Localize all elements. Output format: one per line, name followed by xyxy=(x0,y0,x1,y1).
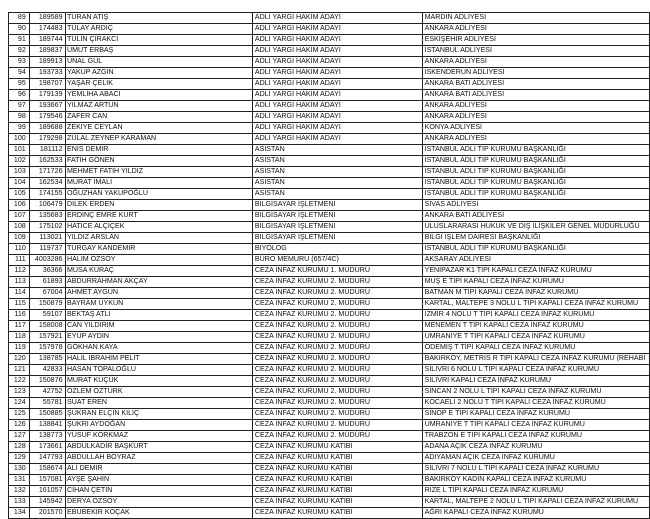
person-name-cell: MURAT İMALI xyxy=(65,178,253,189)
person-name-cell: HALİL İBRAHİM PELİT xyxy=(65,354,253,365)
position-title-cell: ADLİ YARGI HAKİM ADAYI xyxy=(253,101,423,112)
assigned-unit-cell: ADANA AÇIK CEZA İNFAZ KURUMU xyxy=(423,442,650,453)
assigned-unit-cell: AĞRI KAPALI CEZA İNFAZ KURUMU xyxy=(423,508,650,519)
assigned-unit-cell: MARDİN ADLİYESİ xyxy=(423,13,650,24)
registry-number-cell: 67004 xyxy=(29,288,65,299)
table-row xyxy=(9,255,650,266)
table-row xyxy=(9,365,650,376)
registry-number-cell: 138785 xyxy=(29,354,65,365)
assignment-table-body xyxy=(9,13,650,519)
table-row xyxy=(9,90,650,101)
person-name-cell: DERYA ÖZSOY xyxy=(65,497,253,508)
table-row xyxy=(9,354,650,365)
person-name-cell: TÜLAY ARDIÇ xyxy=(65,24,253,35)
table-row xyxy=(9,57,650,68)
position-title-cell: CEZA İNFAZ KURUMU 2. MÜDÜRÜ xyxy=(253,387,423,398)
row-number-cell: 107 xyxy=(9,211,30,222)
position-title-cell: CEZA İNFAZ KURUMU KATİBİ xyxy=(253,486,423,497)
table-row xyxy=(9,222,650,233)
person-name-cell: YEMLİHA ABACI xyxy=(65,90,253,101)
table-row xyxy=(9,233,650,244)
position-title-cell: ADLİ YARGI HAKİM ADAYI xyxy=(253,123,423,134)
person-name-cell: YAKUP AZGIN xyxy=(65,68,253,79)
position-title-cell: ASİSTAN xyxy=(253,167,423,178)
row-number-cell: 104 xyxy=(9,178,30,189)
assigned-unit-cell: MUŞ E TİPİ KAPALI CEZA İNFAZ KURUMU xyxy=(423,277,650,288)
position-title-cell: BİLGİSAYAR İŞLETMENİ xyxy=(253,233,423,244)
assigned-unit-cell: YENİPAZAR K1 TİPİ KAPALI CEZA İNFAZ KURUMU xyxy=(423,266,650,277)
row-number-cell: 91 xyxy=(9,35,30,46)
assigned-unit-cell: BAKIRKÖY, METRİS R TİPİ KAPALI CEZA İNFAZ KURUMU (REHABİ xyxy=(423,354,650,365)
person-name-cell: YAŞAR ÇELİK xyxy=(65,79,253,90)
registry-number-cell: 42833 xyxy=(29,365,65,376)
assigned-unit-cell: ADIYAMAN AÇIK CEZA İNFAZ KURUMU xyxy=(423,453,650,464)
assigned-unit-cell: İSKENDERUN ADLİYESİ xyxy=(423,68,650,79)
assigned-unit-cell: ANKARA ADLİYESİ xyxy=(423,134,650,145)
assigned-unit-cell: ANKARA ADLİYESİ xyxy=(423,112,650,123)
registry-number-cell: 161057 xyxy=(29,486,65,497)
person-name-cell: ABDURRAHMAN AKÇAY xyxy=(65,277,253,288)
registry-number-cell: 138773 xyxy=(29,431,65,442)
row-number-cell: 95 xyxy=(9,79,30,90)
registry-number-cell: 162534 xyxy=(29,178,65,189)
registry-number-cell: 175102 xyxy=(29,222,65,233)
position-title-cell: CEZA İNFAZ KURUMU 2. MÜDÜRÜ xyxy=(253,376,423,387)
row-number-cell: 126 xyxy=(9,420,30,431)
registry-number-cell: 181112 xyxy=(29,145,65,156)
row-number-cell: 130 xyxy=(9,464,30,475)
assigned-unit-cell: SİNCAN 2 NOLU L TİPİ KAPALI CEZA İNFAZ KURUMU xyxy=(423,387,650,398)
assigned-unit-cell: SİNOP E TİPİ KAPALI CEZA İNFAZ KURUMU xyxy=(423,409,650,420)
assigned-unit-cell: ÜMRANİYE T TİPİ KAPALI CEZA İNFAZ KURUMU xyxy=(423,332,650,343)
table-row xyxy=(9,420,650,431)
row-number-cell: 133 xyxy=(9,497,30,508)
assigned-unit-cell: ANKARA ADLİYESİ xyxy=(423,57,650,68)
registry-number-cell: 162533 xyxy=(29,156,65,167)
row-number-cell: 96 xyxy=(9,90,30,101)
row-number-cell: 118 xyxy=(9,332,30,343)
table-row xyxy=(9,343,650,354)
assignment-table xyxy=(8,12,650,519)
position-title-cell: CEZA İNFAZ KURUMU 2. MÜDÜRÜ xyxy=(253,332,423,343)
assigned-unit-cell: ÜMRANİYE T TİPİ KAPALI CEZA İNFAZ KURUMU xyxy=(423,420,650,431)
registry-number-cell: 158008 xyxy=(29,321,65,332)
row-number-cell: 113 xyxy=(9,277,30,288)
person-name-cell: YUSUF KORKMAZ xyxy=(65,431,253,442)
registry-number-cell: 42752 xyxy=(29,387,65,398)
registry-number-cell: 59107 xyxy=(29,310,65,321)
table-row xyxy=(9,376,650,387)
person-name-cell: MURAT KÜÇÜK xyxy=(65,376,253,387)
registry-number-cell: 189744 xyxy=(29,35,65,46)
assigned-unit-cell: BAKIRKÖY KADIN KAPALI CEZA İNFAZ KURUMU xyxy=(423,475,650,486)
assigned-unit-cell: ANKARA BATI ADLİYESİ xyxy=(423,79,650,90)
row-number-cell: 106 xyxy=(9,200,30,211)
position-title-cell: ADLİ YARGI HAKİM ADAYI xyxy=(253,46,423,57)
position-title-cell: CEZA İNFAZ KURUMU KATİBİ xyxy=(253,497,423,508)
row-number-cell: 129 xyxy=(9,453,30,464)
position-title-cell: BİLGİSAYAR İŞLETMENİ xyxy=(253,222,423,233)
assigned-unit-cell: SİLİVRİ 7 NOLU L TİPİ KAPALI CEZA İNFAZ KURUMU xyxy=(423,464,650,475)
person-name-cell: BAYRAM UYKUN xyxy=(65,299,253,310)
table-row xyxy=(9,288,650,299)
person-name-cell: TÜLİN ÇIRAKCI xyxy=(65,35,253,46)
assigned-unit-cell: RİZE L TİPİ KAPALI CEZA İNFAZ KURUMU xyxy=(423,486,650,497)
person-name-cell: ENİS DEMİR xyxy=(65,145,253,156)
person-name-cell: ŞÜKRİ AYDOĞAN xyxy=(65,420,253,431)
position-title-cell: CEZA İNFAZ KURUMU 2. MÜDÜRÜ xyxy=(253,277,423,288)
position-title-cell: ADLİ YARGI HAKİM ADAYI xyxy=(253,134,423,145)
registry-number-cell: 174483 xyxy=(29,24,65,35)
person-name-cell: UMUT ERBAŞ xyxy=(65,46,253,57)
registry-number-cell: 55781 xyxy=(29,398,65,409)
person-name-cell: ÖZLEM ÖZTÜRK xyxy=(65,387,253,398)
position-title-cell: CEZA İNFAZ KURUMU KATİBİ xyxy=(253,442,423,453)
person-name-cell: ZAFER CAN xyxy=(65,112,253,123)
table-row xyxy=(9,464,650,475)
assigned-unit-cell: İSTANBUL ADLİ TIP KURUMU BAŞKANLIĞI xyxy=(423,244,650,255)
position-title-cell: CEZA İNFAZ KURUMU 2. MÜDÜRÜ xyxy=(253,343,423,354)
assigned-unit-cell: BİLGİ İŞLEM DAİRESİ BAŞKANLIĞI xyxy=(423,233,650,244)
assigned-unit-cell: İZMİR 4 NOLU T TİPİ KAPALI CEZA İNFAZ KURUMU xyxy=(423,310,650,321)
row-number-cell: 103 xyxy=(9,167,30,178)
assigned-unit-cell: İSTANBUL ADLİ TIP KURUMU BAŞKANLIĞI xyxy=(423,156,650,167)
table-row xyxy=(9,442,650,453)
position-title-cell: CEZA İNFAZ KURUMU 2. MÜDÜRÜ xyxy=(253,398,423,409)
assigned-unit-cell: ULUSLARARASI HUKUK VE DIŞ İLİŞKİLER GENEL MÜDÜRLÜĞÜ xyxy=(423,222,650,233)
position-title-cell: ADLİ YARGI HAKİM ADAYI xyxy=(253,68,423,79)
row-number-cell: 122 xyxy=(9,376,30,387)
position-title-cell: ASİSTAN xyxy=(253,145,423,156)
registry-number-cell: 179298 xyxy=(29,134,65,145)
position-title-cell: CEZA İNFAZ KURUMU 2. MÜDÜRÜ xyxy=(253,365,423,376)
row-number-cell: 89 xyxy=(9,13,30,24)
assigned-unit-cell: SİLİVRİ KAPALI CEZA İNFAZ KURUMU xyxy=(423,376,650,387)
registry-number-cell: 189688 xyxy=(29,123,65,134)
row-number-cell: 120 xyxy=(9,354,30,365)
table-row xyxy=(9,101,650,112)
assigned-unit-cell: ÖDEMİŞ T TİPİ KAPALI CEZA İNFAZ KURUMU xyxy=(423,343,650,354)
assigned-unit-cell: İSTANBUL ADLİYESİ xyxy=(423,46,650,57)
table-row xyxy=(9,409,650,420)
person-name-cell: ABDULKADİR BAŞKURT xyxy=(65,442,253,453)
row-number-cell: 131 xyxy=(9,475,30,486)
row-number-cell: 99 xyxy=(9,123,30,134)
table-row xyxy=(9,332,650,343)
table-row xyxy=(9,46,650,57)
registry-number-cell: 150879 xyxy=(29,299,65,310)
position-title-cell: CEZA İNFAZ KURUMU KATİBİ xyxy=(253,464,423,475)
person-name-cell: HATİCE ALÇİÇEK xyxy=(65,222,253,233)
position-title-cell: ADLİ YARGI HAKİM ADAYI xyxy=(253,79,423,90)
row-number-cell: 114 xyxy=(9,288,30,299)
registry-number-cell: 106479 xyxy=(29,200,65,211)
row-number-cell: 123 xyxy=(9,387,30,398)
position-title-cell: CEZA İNFAZ KURUMU 2. MÜDÜRÜ xyxy=(253,354,423,365)
table-row xyxy=(9,475,650,486)
row-number-cell: 117 xyxy=(9,321,30,332)
person-name-cell: SUAT EREN xyxy=(65,398,253,409)
row-number-cell: 101 xyxy=(9,145,30,156)
position-title-cell: CEZA İNFAZ KURUMU 2. MÜDÜRÜ xyxy=(253,409,423,420)
person-name-cell: CAN YILDIRIM xyxy=(65,321,253,332)
person-name-cell: ZEKİYE CEYLAN xyxy=(65,123,253,134)
registry-number-cell: 61893 xyxy=(29,277,65,288)
table-row xyxy=(9,508,650,519)
table-row xyxy=(9,178,650,189)
person-name-cell: HASAN TOPALOĞLU xyxy=(65,365,253,376)
table-row xyxy=(9,277,650,288)
registry-number-cell: 193667 xyxy=(29,101,65,112)
registry-number-cell: 158674 xyxy=(29,464,65,475)
assigned-unit-cell: MENEMEN T TİPİ KAPALI CEZA İNFAZ KURUMU xyxy=(423,321,650,332)
registry-number-cell: 157081 xyxy=(29,475,65,486)
person-name-cell: BEKTAŞ ATLI xyxy=(65,310,253,321)
table-row xyxy=(9,13,650,24)
table-row xyxy=(9,244,650,255)
person-name-cell: ÜNAL GÜL xyxy=(65,57,253,68)
table-row xyxy=(9,431,650,442)
table-row xyxy=(9,189,650,200)
assigned-unit-cell: KOCAELİ 2 NOLU T TİPİ KAPALI CEZA İNFAZ KURUMU xyxy=(423,398,650,409)
table-row xyxy=(9,123,650,134)
table-row xyxy=(9,453,650,464)
person-name-cell: ALİ DEMİR xyxy=(65,464,253,475)
registry-number-cell: 150876 xyxy=(29,376,65,387)
table-row xyxy=(9,299,650,310)
table-row xyxy=(9,167,650,178)
table-row xyxy=(9,200,650,211)
row-number-cell: 121 xyxy=(9,365,30,376)
person-name-cell: MUSA KURAÇ xyxy=(65,266,253,277)
position-title-cell: ASİSTAN xyxy=(253,189,423,200)
row-number-cell: 127 xyxy=(9,431,30,442)
position-title-cell: CEZA İNFAZ KURUMU KATİBİ xyxy=(253,453,423,464)
position-title-cell: BÜRO MEMURU (657/4C) xyxy=(253,255,423,266)
person-name-cell: OĞUZHAN YAKUPOĞLU xyxy=(65,189,253,200)
row-number-cell: 90 xyxy=(9,24,30,35)
row-number-cell: 134 xyxy=(9,508,30,519)
registry-number-cell: 4003286 xyxy=(29,255,65,266)
registry-number-cell: 201570 xyxy=(29,508,65,519)
position-title-cell: ADLİ YARGI HAKİM ADAYI xyxy=(253,57,423,68)
registry-number-cell: 157921 xyxy=(29,332,65,343)
assigned-unit-cell: İSTANBUL ADLİ TIP KURUMU BAŞKANLIĞI xyxy=(423,145,650,156)
position-title-cell: BİLGİSAYAR İŞLETMENİ xyxy=(253,200,423,211)
position-title-cell: CEZA İNFAZ KURUMU 2. MÜDÜRÜ xyxy=(253,321,423,332)
table-row xyxy=(9,486,650,497)
person-name-cell: EBUBEKİR KOÇAK xyxy=(65,508,253,519)
person-name-cell: TURAN ATIŞ xyxy=(65,13,253,24)
registry-number-cell: 179139 xyxy=(29,90,65,101)
row-number-cell: 110 xyxy=(9,244,30,255)
assigned-unit-cell: İSTANBUL ADLİ TIP KURUMU BAŞKANLIĞI xyxy=(423,167,650,178)
position-title-cell: ADLİ YARGI HAKİM ADAYI xyxy=(253,35,423,46)
position-title-cell: ADLİ YARGI HAKİM ADAYI xyxy=(253,112,423,123)
person-name-cell: ŞÜKRAN ELÇİN KILIÇ xyxy=(65,409,253,420)
registry-number-cell: 179546 xyxy=(29,112,65,123)
row-number-cell: 132 xyxy=(9,486,30,497)
person-name-cell: CİHAN ÇETİN xyxy=(65,486,253,497)
row-number-cell: 112 xyxy=(9,266,30,277)
table-row xyxy=(9,211,650,222)
person-name-cell: YILDIZ ARSLAN xyxy=(65,233,253,244)
position-title-cell: CEZA İNFAZ KURUMU 2. MÜDÜRÜ xyxy=(253,420,423,431)
registry-number-cell: 135683 xyxy=(29,211,65,222)
person-name-cell: HALİM ÖZSOY xyxy=(65,255,253,266)
assigned-unit-cell: ESKİŞEHİR ADLİYESİ xyxy=(423,35,650,46)
assigned-unit-cell: KONYA ADLİYESİ xyxy=(423,123,650,134)
registry-number-cell: 198707 xyxy=(29,79,65,90)
row-number-cell: 102 xyxy=(9,156,30,167)
row-number-cell: 93 xyxy=(9,57,30,68)
registry-number-cell: 173661 xyxy=(29,442,65,453)
registry-number-cell: 145942 xyxy=(29,497,65,508)
registry-number-cell: 189913 xyxy=(29,57,65,68)
person-name-cell: TURGAY KANDEMİR xyxy=(65,244,253,255)
registry-number-cell: 150885 xyxy=(29,409,65,420)
person-name-cell: YILMAZ ARTUN xyxy=(65,101,253,112)
row-number-cell: 116 xyxy=(9,310,30,321)
assigned-unit-cell: ANKARA ADLİYESİ xyxy=(423,101,650,112)
row-number-cell: 109 xyxy=(9,233,30,244)
registry-number-cell: 147793 xyxy=(29,453,65,464)
person-name-cell: MEHMET FATİH YILDIZ xyxy=(65,167,253,178)
table-row xyxy=(9,35,650,46)
assigned-unit-cell: ANKARA BATI ADLİYESİ xyxy=(423,211,650,222)
table-row xyxy=(9,310,650,321)
row-number-cell: 97 xyxy=(9,101,30,112)
person-name-cell: ERDİNÇ EMRE KURT xyxy=(65,211,253,222)
table-row xyxy=(9,398,650,409)
row-number-cell: 125 xyxy=(9,409,30,420)
registry-number-cell: 174155 xyxy=(29,189,65,200)
assigned-unit-cell: KARTAL, MALTEPE 3 NOLU L TİPİ KAPALI CEZA İNFAZ KURUMU xyxy=(423,299,650,310)
assigned-unit-cell: İSTANBUL ADLİ TIP KURUMU BAŞKANLIĞI xyxy=(423,189,650,200)
row-number-cell: 98 xyxy=(9,112,30,123)
person-name-cell: ZÜLAL ZEYNEP KARAMAN xyxy=(65,134,253,145)
registry-number-cell: 36366 xyxy=(29,266,65,277)
position-title-cell: CEZA İNFAZ KURUMU 2. MÜDÜRÜ xyxy=(253,299,423,310)
registry-number-cell: 157978 xyxy=(29,343,65,354)
position-title-cell: ADLİ YARGI HAKİM ADAYI xyxy=(253,24,423,35)
position-title-cell: CEZA İNFAZ KURUMU 1. MÜDÜRÜ xyxy=(253,266,423,277)
assigned-unit-cell: SİLİVRİ 6 NOLU L TİPİ KAPALI CEZA İNFAZ KURUMU xyxy=(423,365,650,376)
registry-number-cell: 189837 xyxy=(29,46,65,57)
position-title-cell: ADLİ YARGI HAKİM ADAYI xyxy=(253,13,423,24)
position-title-cell: CEZA İNFAZ KURUMU 2. MÜDÜRÜ xyxy=(253,288,423,299)
row-number-cell: 124 xyxy=(9,398,30,409)
table-row xyxy=(9,156,650,167)
assigned-unit-cell: SİVAS ADLİYESİ xyxy=(423,200,650,211)
table-row xyxy=(9,145,650,156)
registry-number-cell: 113021 xyxy=(29,233,65,244)
row-number-cell: 94 xyxy=(9,68,30,79)
person-name-cell: FATİH GÖNEN xyxy=(65,156,253,167)
row-number-cell: 119 xyxy=(9,343,30,354)
assigned-unit-cell: AKSARAY ADLİYESİ xyxy=(423,255,650,266)
table-row xyxy=(9,68,650,79)
registry-number-cell: 193733 xyxy=(29,68,65,79)
row-number-cell: 111 xyxy=(9,255,30,266)
table-row xyxy=(9,79,650,90)
table-row xyxy=(9,321,650,332)
assigned-unit-cell: İSTANBUL ADLİ TIP KURUMU BAŞKANLIĞI xyxy=(423,178,650,189)
person-name-cell: DİLEK ERDEN xyxy=(65,200,253,211)
assigned-unit-cell: TRABZON E TİPİ KAPALI CEZA İNFAZ KURUMU xyxy=(423,431,650,442)
row-number-cell: 128 xyxy=(9,442,30,453)
table-row xyxy=(9,112,650,123)
row-number-cell: 92 xyxy=(9,46,30,57)
assigned-unit-cell: BATMAN M TİPİ KAPALI CEZA İNFAZ KURUMU xyxy=(423,288,650,299)
registry-number-cell: 119737 xyxy=(29,244,65,255)
registry-number-cell: 138841 xyxy=(29,420,65,431)
position-title-cell: ADLİ YARGI HAKİM ADAYI xyxy=(253,90,423,101)
position-title-cell: CEZA İNFAZ KURUMU KATİBİ xyxy=(253,475,423,486)
table-row xyxy=(9,387,650,398)
person-name-cell: ABDULLAH BOYRAZ xyxy=(65,453,253,464)
position-title-cell: CEZA İNFAZ KURUMU 2. MÜDÜRÜ xyxy=(253,431,423,442)
assigned-unit-cell: ANKARA ADLİYESİ xyxy=(423,24,650,35)
registry-number-cell: 171726 xyxy=(29,167,65,178)
person-name-cell: EYÜP AYDIN xyxy=(65,332,253,343)
row-number-cell: 100 xyxy=(9,134,30,145)
position-title-cell: ASİSTAN xyxy=(253,156,423,167)
assigned-unit-cell: ANKARA BATI ADLİYESİ xyxy=(423,90,650,101)
position-title-cell: CEZA İNFAZ KURUMU KATİBİ xyxy=(253,508,423,519)
person-name-cell: GÖKHAN KAYA xyxy=(65,343,253,354)
person-name-cell: AHMET AYGÜN xyxy=(65,288,253,299)
assigned-unit-cell: KARTAL, MALTEPE 2 NOLU L TİPİ KAPALI CEZA İNFAZ KURUMU xyxy=(423,497,650,508)
position-title-cell: BİLGİSAYAR İŞLETMENİ xyxy=(253,211,423,222)
table-row xyxy=(9,134,650,145)
person-name-cell: AYŞE ŞAHİN xyxy=(65,475,253,486)
row-number-cell: 115 xyxy=(9,299,30,310)
registry-number-cell: 189589 xyxy=(29,13,65,24)
position-title-cell: CEZA İNFAZ KURUMU 2. MÜDÜRÜ xyxy=(253,310,423,321)
table-row xyxy=(9,24,650,35)
row-number-cell: 105 xyxy=(9,189,30,200)
row-number-cell: 108 xyxy=(9,222,30,233)
position-title-cell: BİYOLOG xyxy=(253,244,423,255)
table-row xyxy=(9,266,650,277)
position-title-cell: ASİSTAN xyxy=(253,178,423,189)
